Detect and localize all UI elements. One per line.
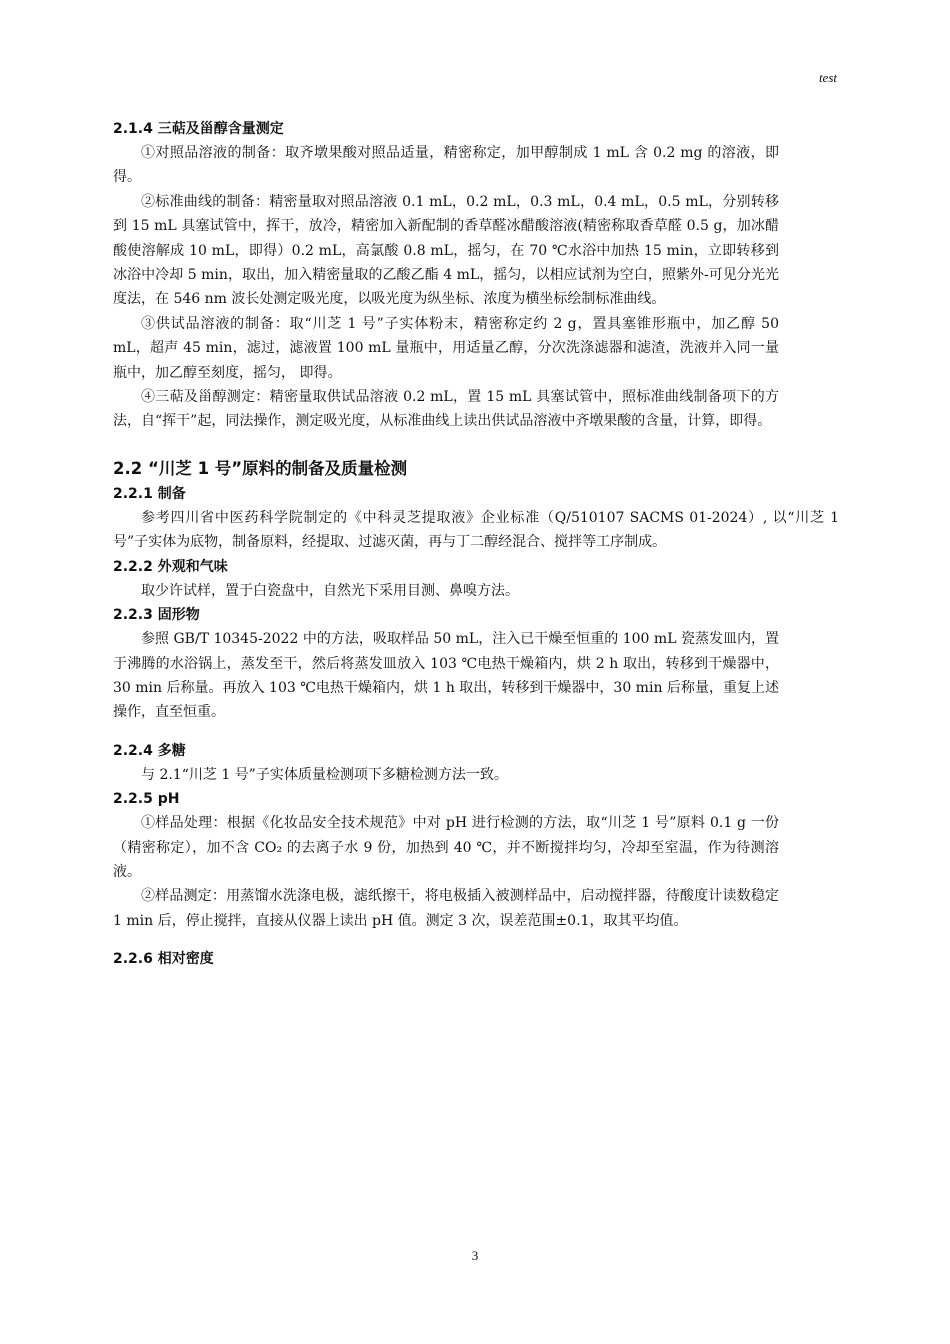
paragraph: ③供试品溶液的制备：取“川芝 1 号”子实体粉末，精密称定约 2 g，置具塞锥形瓶中，加乙醇 50 mL，超声 45 min，滤过，滤液置 100 mL 量瓶中，用适量乙醇，分次洗涤滤器和滤渣，洗液并入同一量瓶中，加乙醇至刻度，摇匀， 即得。 [113, 315, 779, 381]
section-heading-2-2-1: 2.2.1 制备 [113, 485, 186, 502]
section-heading-2-2-5: 2.2.5 pH [113, 791, 180, 808]
paragraph: ④三萜及甾醇测定：精密量取供试品溶液 0.2 mL，置 15 mL 具塞试管中，照标准曲线制备项下的方法，自“挥干”起，同法操作，测定吸光度，从标准曲线上读出供试品溶液中齐墩果酸的含量，计算，即得。 [113, 389, 779, 430]
section-heading-2-2-2: 2.2.2 外观和气味 [113, 558, 228, 575]
paragraph: ①样品处理：根据《化妆品安全技术规范》中对 pH 进行检测的方法，取“川芝 1 号”原料 0.1 g 一份（精密称定），加不含 CO₂ 的去离子水 9 份，加热到 40 ℃，并不断搅拌均匀，冷却至室温，作为待测溶液。 [113, 815, 779, 880]
paragraph: 与 2.1“川芝 1 号”子实体质量检测项下多糖检测方法一致。 [141, 766, 508, 783]
paragraph: ②样品测定：用蒸馏水洗涤电极，滤纸擦干，将电极插入被测样品中，启动搅拌器，待酸度计读数稳定 1 min 后，停止搅拌，直接从仪器上读出 pH 值。测定 3 次，误差范围±0.1，取其平均值。 [113, 888, 779, 929]
paragraph: ①对照品溶液的制备：取齐墩果酸对照品适量，精密称定，加甲醇制成 1 mL 含 0.2 mg 的溶液，即得。 [113, 145, 779, 186]
paragraph: ②标准曲线的制备：精密量取对照品溶液 0.1 mL，0.2 mL，0.3 mL，0.4 mL，0.5 mL，分别转移到 15 mL 具塞试管中，挥干，放冷，精密加入新配制的香草醛冰醋酸溶液(精密称取香草醛 0.5 g，加冰醋酸使溶解成 10 mL，即得）0.2 mL，高氯酸 0.8 mL，摇匀，在 70 ℃水浴中加热 15 min，立即转移到冰浴中冷却 5 min，取出，加入精密量取的乙酸乙酯 4 mL，摇匀，以相应试剂为空白，照紫外-可见分光光度法，在 546 nm 波长处测定吸光度，以吸光度为纵坐标、浓度为横坐标绘制标准曲线。 [113, 193, 779, 308]
paragraph: 参照 GB/T 10345-2022 中的方法，吸取样品 50 mL，注入已干燥至恒重的 100 mL 瓷蒸发皿内，置于沸腾的水浴锅上，蒸发至干，然后将蒸发皿放入 103 ℃电热干燥箱内，烘 2 h 取出，转移到干燥器中，30 min 后称量。再放入 103 ℃电热干燥箱内，烘 1 h 取出，转移到干燥器中，30 min 后称量，重复上述操作，直至恒重。 [113, 631, 779, 721]
page-number: 3 [471, 1248, 479, 1263]
paragraph: 取少许试样，置于白瓷盘中，自然光下采用目测、鼻嗅方法。 [141, 582, 519, 599]
section-heading-2-2: 2.2 “川芝 1 号”原料的制备及质量检测 [113, 458, 408, 478]
header-note: test [818, 70, 837, 85]
section-heading-2-1-4: 2.1.4 三萜及甾醇含量测定 [113, 121, 284, 137]
section-heading-2-2-6: 2.2.6 相对密度 [113, 951, 214, 968]
section-heading-2-2-4: 2.2.4 多糖 [113, 742, 186, 759]
paragraph: 参考四川省中医药科学院制定的《中科灵芝提取液》企业标准（Q/510107 SACMS 01-2024）, 以“川芝 1 号”子实体为底物，制备原料，经提取、过滤灭菌，再与丁二醇经混合、搅拌等工序制成。 [113, 509, 839, 551]
document-body [113, 117, 839, 971]
section-heading-2-2-3: 2.2.3 固形物 [113, 607, 200, 624]
